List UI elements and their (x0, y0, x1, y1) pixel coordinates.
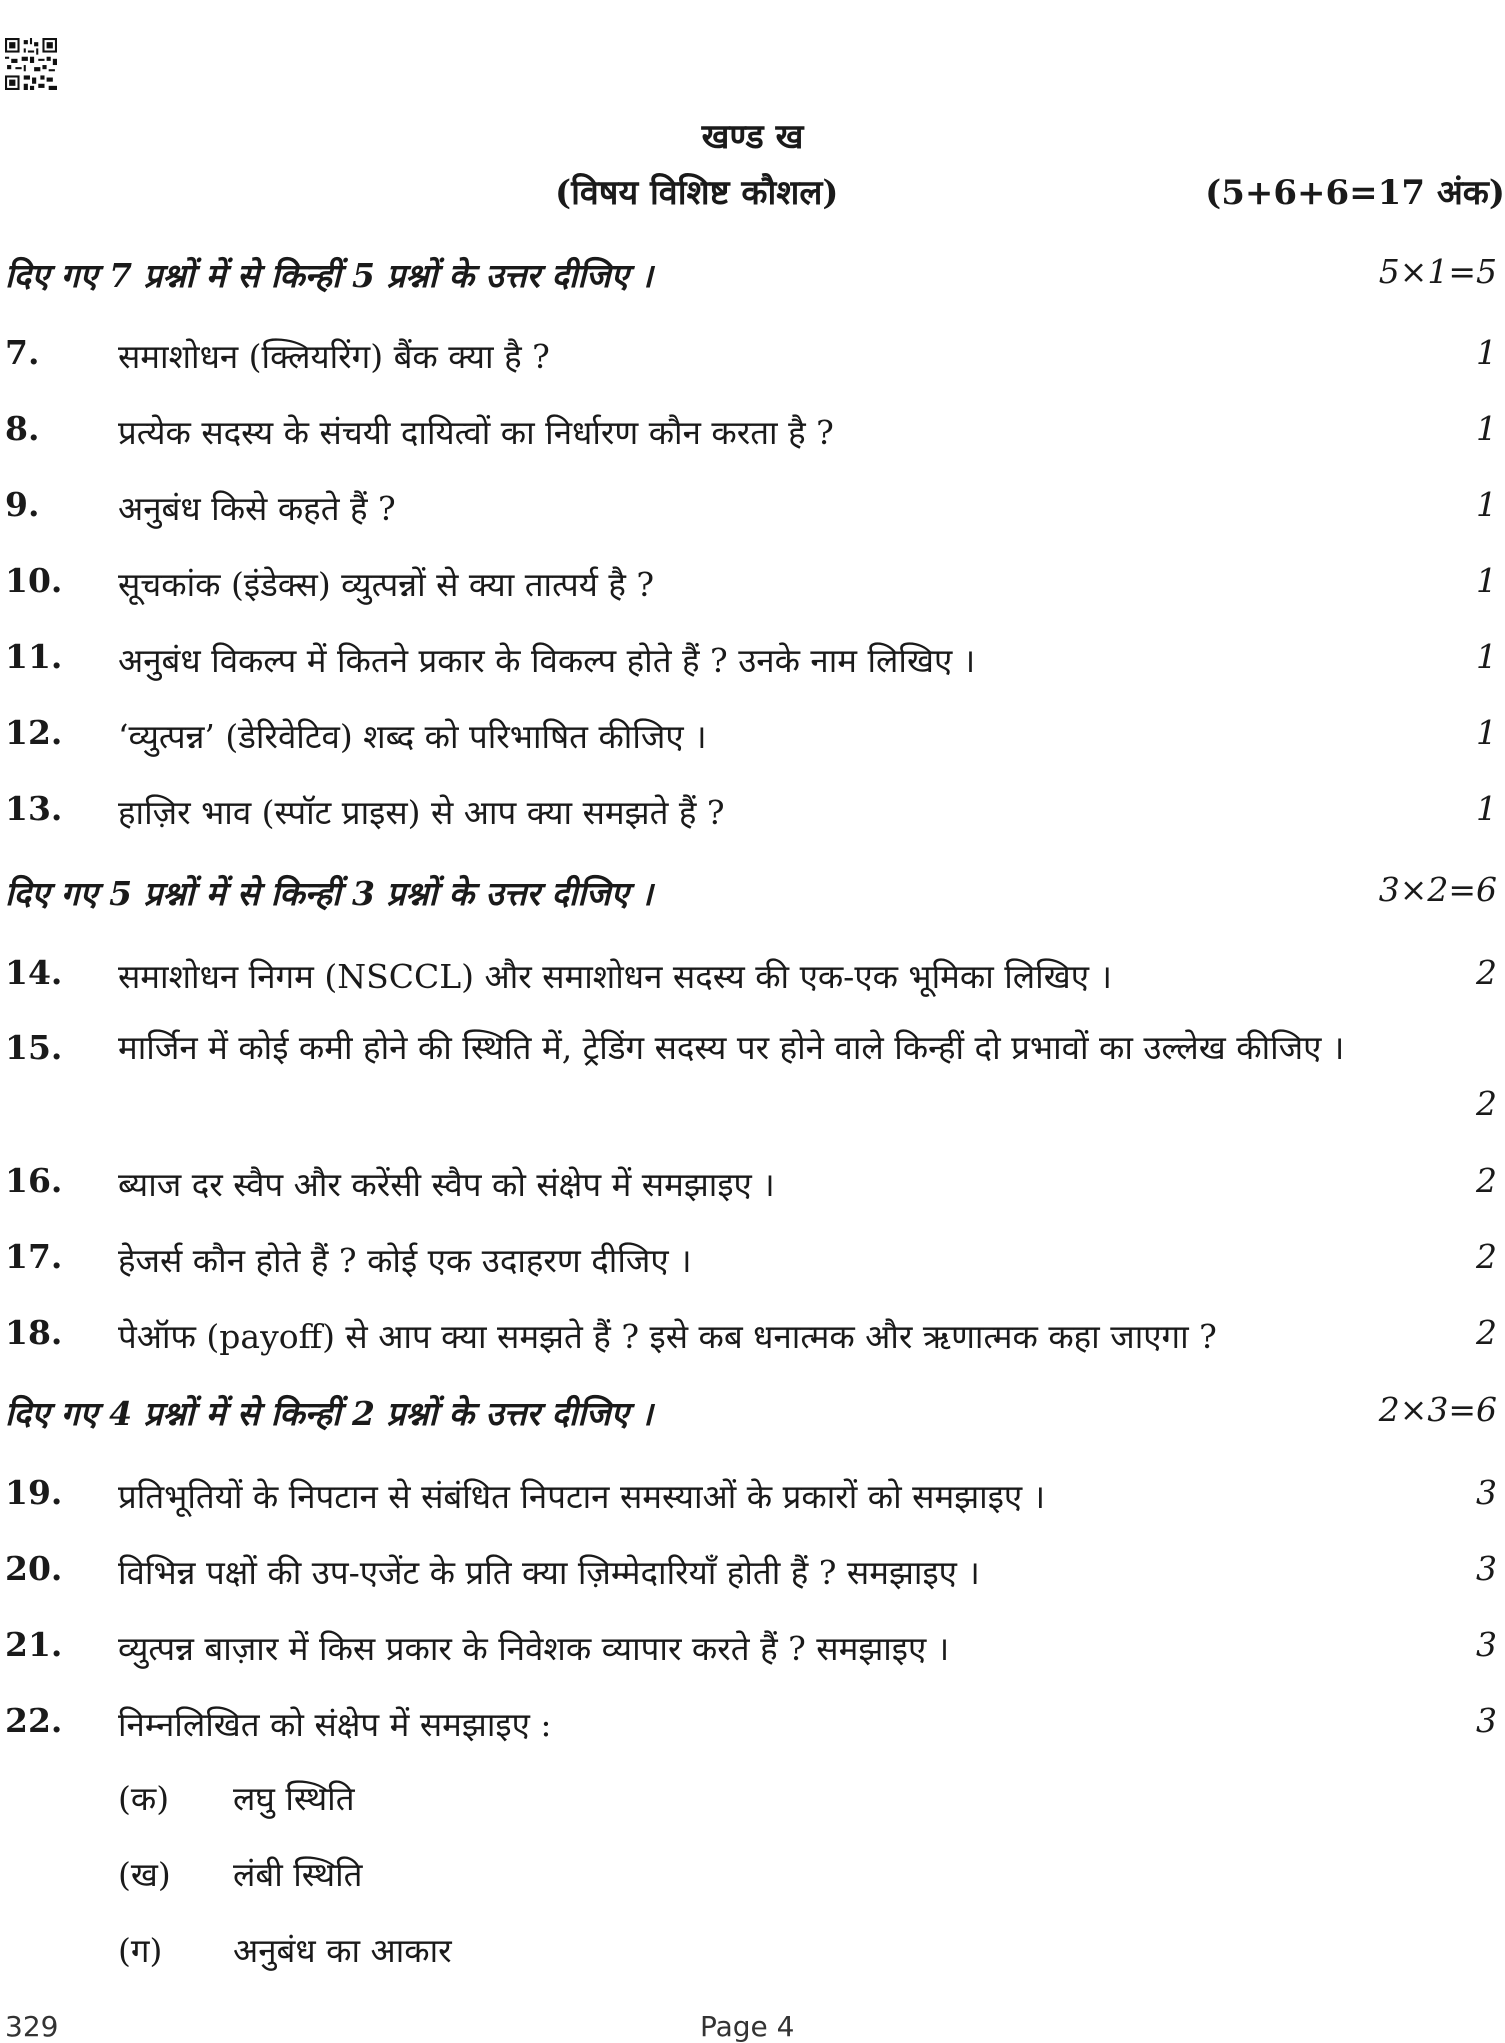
instruction-text: दिए गए 5 प्रश्नों में से किन्हीं 3 प्रश्नों के उत्तर दीजिए । (5, 874, 653, 913)
question-text: प्रतिभूतियों के निपटान से संबंधित निपटान समस्याओं के प्रकारों को समझाइए । (118, 1477, 1046, 1516)
group-1-instruction (5, 252, 1497, 297)
question-text: ब्याज दर स्वैप और करेंसी स्वैप को संक्षेप में समझाइए । (118, 1165, 775, 1204)
question-number: 22. (5, 1701, 63, 1740)
question-mark: 1 (1476, 561, 1497, 600)
paper-code: 329 (5, 2010, 59, 2043)
question-mark: 1 (1476, 485, 1497, 524)
question-number: 11. (5, 637, 63, 676)
question-number: 12. (5, 713, 63, 752)
question-number: 21. (5, 1625, 63, 1664)
question-text: समाशोधन निगम (NSCCL) और समाशोधन सदस्य की एक-एक भूमिका लिखिए । (118, 957, 1112, 996)
question-text: समाशोधन (क्लियरिंग) बैंक क्या है ? (118, 337, 550, 376)
section-heading-line (0, 168, 1505, 213)
question-text: अनुबंध किसे कहते हैं ? (118, 489, 396, 528)
question-number: 20. (5, 1549, 63, 1588)
question-text: सूचकांक (इंडेक्स) व्युत्पन्नों से क्या तात्पर्य है ? (118, 565, 655, 604)
sub-item-text: लघु स्थिति (233, 1779, 355, 1818)
question-number: 8. (5, 409, 40, 448)
question-mark: 3 (1476, 1549, 1497, 1588)
question-text: निम्नलिखित को संक्षेप में समझाइए : (118, 1705, 552, 1744)
marking-scheme: 2×3=6 (1378, 1390, 1497, 1429)
question-number: 7. (5, 333, 40, 372)
page-number: Page 4 (700, 2010, 795, 2043)
group-2-instruction (5, 870, 1497, 915)
sub-item-label: (क) (118, 1779, 170, 1818)
question-mark: 1 (1476, 789, 1497, 828)
question-mark: 3 (1476, 1701, 1497, 1740)
question-text: हाज़िर भाव (स्पॉट प्राइस) से आप क्या समझते हैं ? (118, 793, 725, 832)
question-mark: 3 (1476, 1625, 1497, 1664)
question-text: अनुबंध विकल्प में कितने प्रकार के विकल्प होते हैं ? उनके नाम लिखिए । (118, 641, 976, 680)
section-title: खण्ड ख (701, 117, 804, 157)
question-number: 17. (5, 1237, 63, 1276)
question-mark: 2 (1476, 1161, 1497, 1200)
question-number: 18. (5, 1313, 63, 1352)
question-number: 14. (5, 953, 63, 992)
instruction-text: दिए गए 4 प्रश्नों में से किन्हीं 2 प्रश्नों के उत्तर दीजिए । (5, 1394, 653, 1433)
question-number: 9. (5, 485, 40, 524)
section-subtitle: (विषय विशिष्ट कौशल) (555, 173, 839, 213)
question-text: पेऑफ (payoff) से आप क्या समझते हैं ? इसे कब धनात्मक और ऋणात्मक कहा जाएगा ? (118, 1317, 1217, 1356)
question-mark: 1 (1476, 333, 1497, 372)
sub-item-text: अनुबंध का आकार (233, 1931, 452, 1970)
question-mark: 2 (1476, 1084, 1497, 1123)
marking-scheme: 3×2=6 (1378, 870, 1497, 909)
marking-scheme: 5×1=5 (1378, 252, 1497, 291)
question-mark: 1 (1476, 409, 1497, 448)
question-mark: 2 (1476, 1237, 1497, 1276)
question-number: 13. (5, 789, 63, 828)
sub-item-text: लंबी स्थिति (233, 1855, 363, 1894)
sub-item-label: (ख) (118, 1855, 171, 1894)
qr-code-icon (5, 38, 57, 90)
question-text: विभिन्न पक्षों की उप-एजेंट के प्रति क्या ज़िम्मेदारियाँ होती हैं ? समझाइए । (118, 1553, 980, 1592)
group-3-instruction (5, 1390, 1497, 1435)
question-number: 19. (5, 1473, 63, 1512)
question-text: प्रत्येक सदस्य के संचयी दायित्वों का निर्धारण कौन करता है ? (118, 413, 834, 452)
question-text: हेजर्स कौन होते हैं ? कोई एक उदाहरण दीजिए । (118, 1241, 692, 1280)
section-marks: (5+6+6=17 अंक) (1205, 173, 1505, 213)
question-text: ‘व्युत्पन्न’ (डेरिवेटिव) शब्द को परिभाषित कीजिए । (118, 717, 707, 756)
question-number: 15. (5, 1028, 63, 1067)
question-text: व्युत्पन्न बाज़ार में किस प्रकार के निवेशक व्यापार करते हैं ? समझाइए । (118, 1629, 950, 1668)
question-number: 10. (5, 561, 63, 600)
question-mark: 1 (1476, 637, 1497, 676)
question-text: मार्जिन में कोई कमी होने की स्थिति में, ट्रेडिंग सदस्य पर होने वाले किन्हीं दो प्रभावों का उल्लेख कीजिए । (118, 1028, 1345, 1067)
question-15 (5, 1022, 1497, 1132)
instruction-text: दिए गए 7 प्रश्नों में से किन्हीं 5 प्रश्नों के उत्तर दीजिए । (5, 256, 653, 295)
question-mark: 2 (1476, 953, 1497, 992)
sub-item-label: (ग) (118, 1931, 163, 1970)
question-mark: 2 (1476, 1313, 1497, 1352)
question-mark: 1 (1476, 713, 1497, 752)
question-mark: 3 (1476, 1473, 1497, 1512)
question-number: 16. (5, 1161, 63, 1200)
